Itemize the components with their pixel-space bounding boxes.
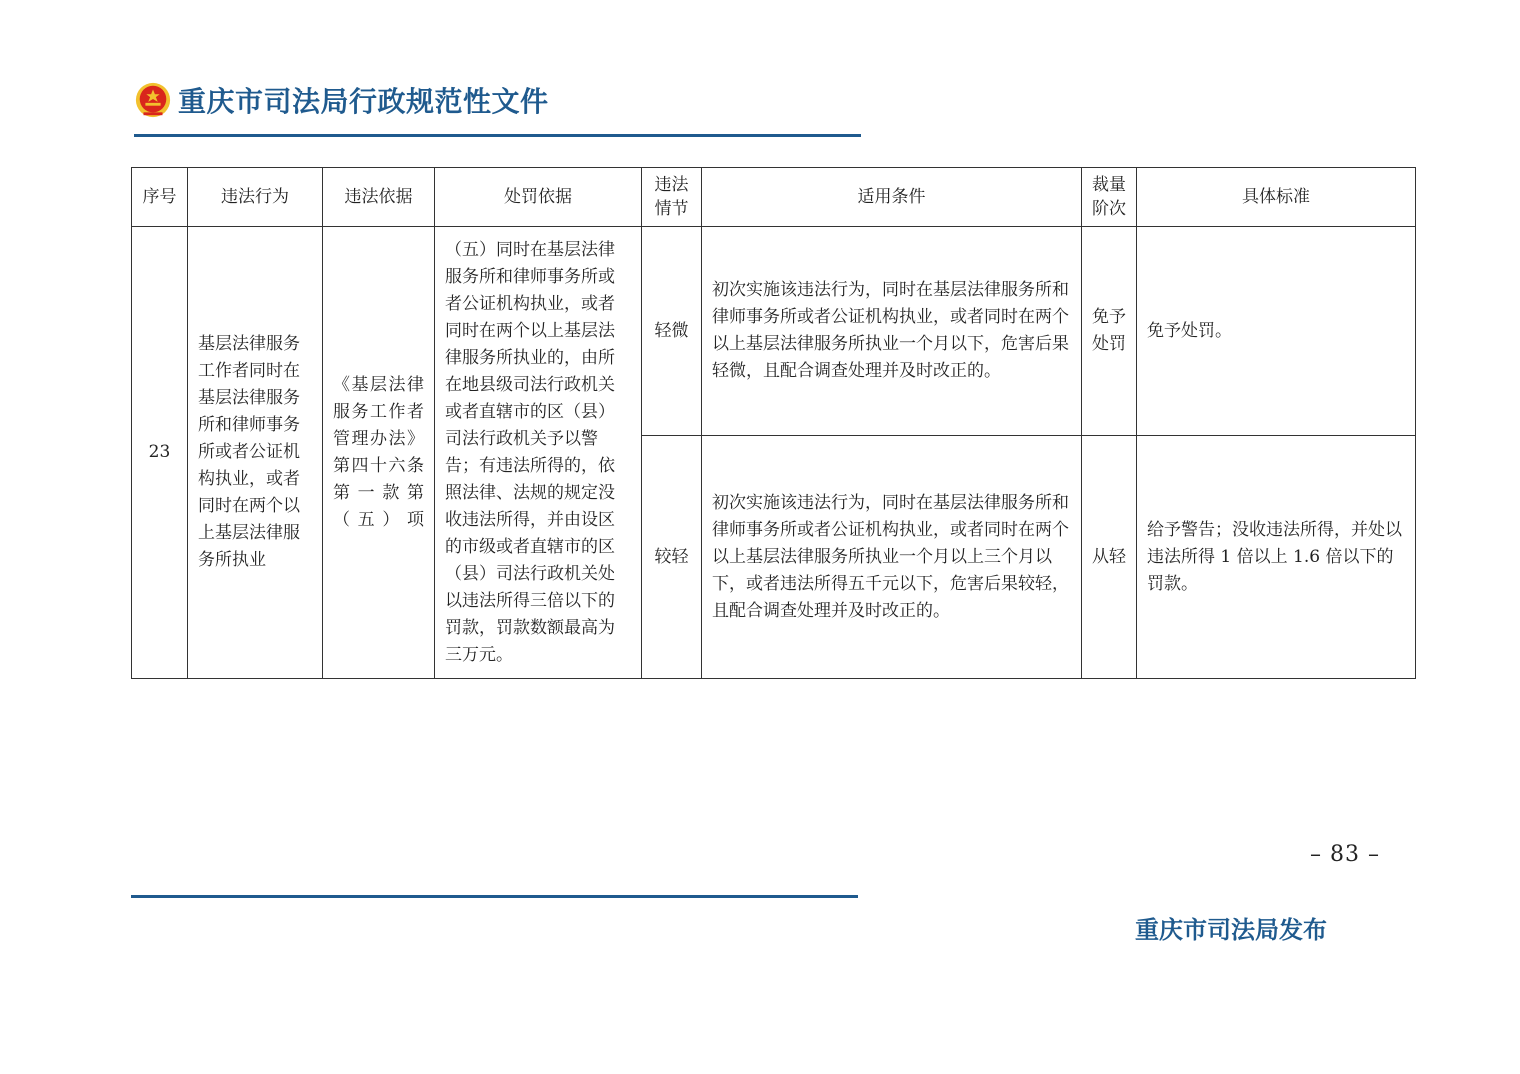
violation-cell: 基层法律服务工作者同时在基层法律服务所和律师事务所或者公证机构执业，或者同时在两个以上基层法律服务所执业 [188,227,323,679]
condition-cell: 初次实施该违法行为，同时在基层法律服务所和律师事务所或者公证机构执业，或者同时在两个以上基层法律服务所执业一个月以上三个月以下，或者违法所得五千元以下，危害后果较轻，且配合调查处理并及时改正的。 [702,436,1082,679]
footer-divider [131,895,858,898]
table-header-row [132,168,1416,227]
row-number: 23 [132,227,188,679]
page-number: – 83 – [1310,842,1380,867]
national-emblem-icon [134,81,172,119]
level-cell: 免予 处罚 [1082,227,1137,436]
standard-cell: 给予警告；没收违法所得，并处以违法所得 1 倍以上 1.6 倍以下的罚款。 [1137,436,1416,679]
circumstance-cell: 较轻 [642,436,702,679]
column-header-level: 裁量 阶次 [1082,168,1137,227]
document-header-title: 重庆市司法局行政规范性文件 [178,85,549,118]
standard-cell: 免予处罚。 [1137,227,1416,436]
penalty-standards-table [131,167,1416,679]
footer-issuer: 重庆市司法局发布 [1135,916,1327,944]
column-header-condition: 适用条件 [702,168,1082,227]
column-header-standard: 具体标准 [1137,168,1416,227]
penalty-basis-cell: （五）同时在基层法律服务所和律师事务所或者公证机构执业，或者同时在两个以上基层法律服务所执业的，由所在地县级司法行政机关或者直辖市的区（县）司法行政机关予以警告；有违法所得的，依照法律、法规的规定没收违法所得，并由设区的市级或者直辖市的区（县）司法行政机关处以违法所得三倍以下的罚款，罚款数额最高为三万元。 [435,227,642,679]
column-header-penalty-basis: 处罚依据 [435,168,642,227]
table-row [132,227,1416,436]
circumstance-cell: 轻微 [642,227,702,436]
header-divider [134,134,861,137]
column-header-number: 序号 [132,168,188,227]
legal-basis-cell: 《基层法律服务工作者管理办法》第四十六条第一款第（五）项 [323,227,435,679]
column-header-circumstance: 违法 情节 [642,168,702,227]
document-header [134,78,549,122]
column-header-legal-basis: 违法依据 [323,168,435,227]
level-cell: 从轻 [1082,436,1137,679]
column-header-violation: 违法行为 [188,168,323,227]
condition-cell: 初次实施该违法行为，同时在基层法律服务所和律师事务所或者公证机构执业，或者同时在两个以上基层法律服务所执业一个月以下，危害后果轻微，且配合调查处理并及时改正的。 [702,227,1082,436]
